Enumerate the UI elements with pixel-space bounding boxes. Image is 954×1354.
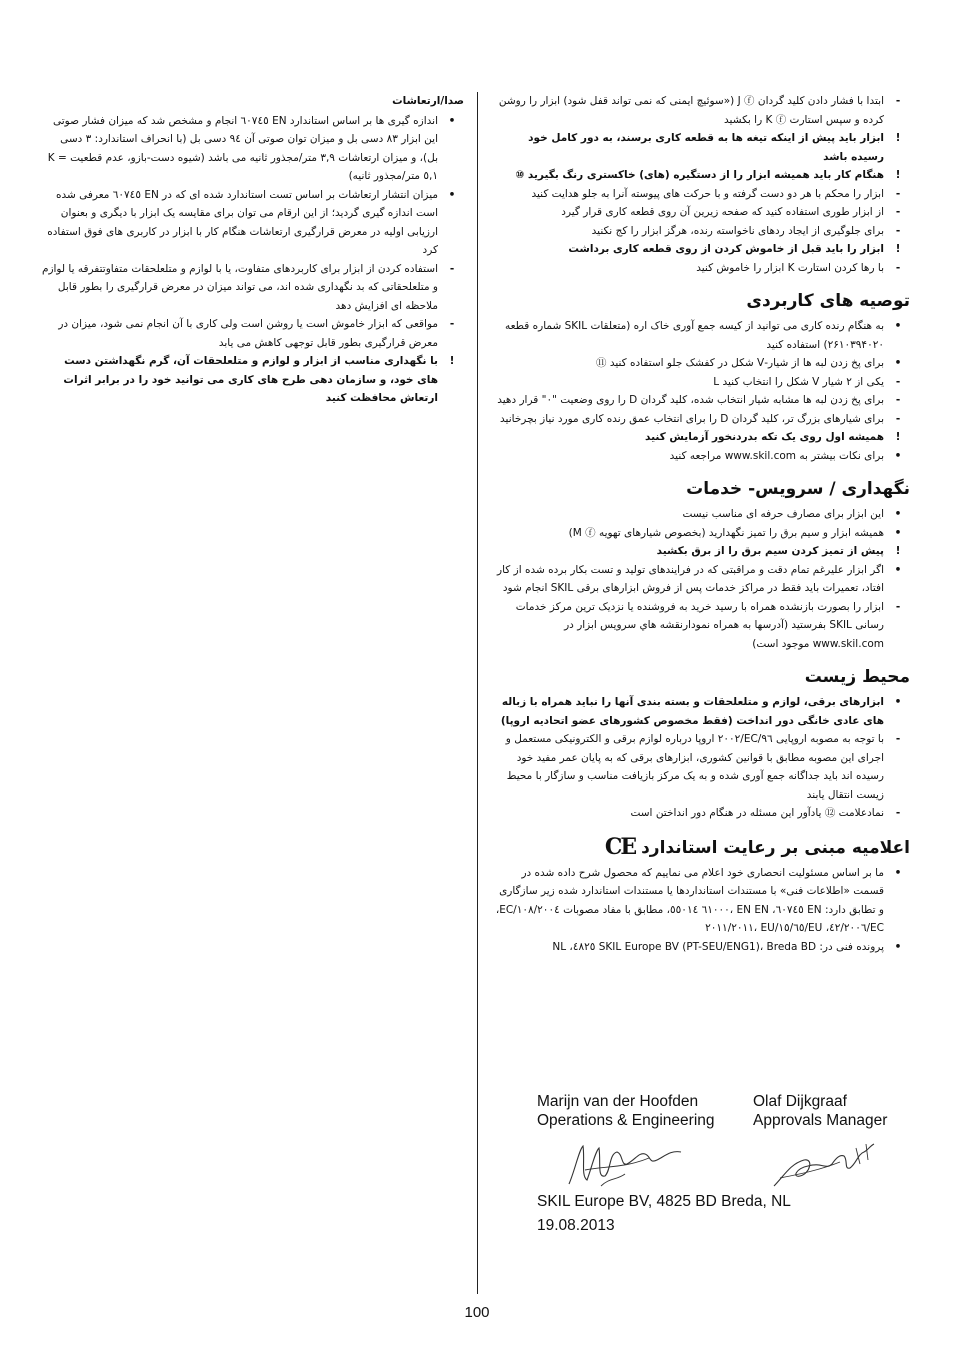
signature-1-image	[565, 1140, 685, 1192]
list-item	[492, 561, 910, 598]
list-item	[492, 259, 910, 278]
list-item-text: استفاده کردن از ابزار برای کاربردهای متفاوت، یا با لوازم و متلعلحقات متفاوتتفرقه یا لوازم و متلعلحقاتی که بد نگهداری شده اند، می تواند میزان در معرض قرارگیری را بطور قابل ملاحظه ای افزایش دهد	[41, 262, 438, 312]
list-item	[40, 186, 464, 260]
bullet-icon: •	[894, 526, 902, 539]
bullet-icon: •	[448, 114, 456, 127]
list-item-text: اندازه گیری ها بر اساس استاندارد EN ٦۰۷٤٥ انجام و مشخص شد که میزان فشار صوتی این ابزار ۸۳ دسی بل و میزان توان صوتی آن ۹٤ دسی بل (با انحراف استاندارد: ۳ دسی بل)، و میزان ارتعاشات ۳,۹ متر/مجذور ثانیه می باشد (شیوه دست-بازو، عدم قطعیت K = ۱,٥ متر/مجذور ثانیه)	[47, 114, 438, 182]
list-item-text: ابزار باید پیش از اینکه تیغه ها به قطعه کاری برسند، به دور کامل خود رسیده باشد	[528, 132, 884, 163]
list-item-text: برای پخ زدن لبه ها مشابه شیار انتخاب شده، کلید گردان D را روی وضعیت "۰" قرار دهید	[497, 394, 884, 406]
signer-2	[753, 1092, 953, 1130]
list-item-text: ابتدا با فشار دادن کلید گردان J ⓕ («سوئیچ ایمنی که نمی تواند قفل شود) ابزار را روشن کرده و سپس استارت K ⓕ را بکشید	[498, 95, 884, 126]
bullet-icon: •	[894, 696, 902, 708]
list-item-text: هنگام کار باید همیشه ابزار را از دستگیره (های) خاکستری رنگ بگیرید ⑩	[515, 169, 884, 181]
dash-icon: -	[895, 95, 901, 107]
dash-icon: -	[449, 318, 455, 330]
dash-icon: -	[895, 206, 901, 218]
list-item-text: برای پخ زدن لبه ها از شیار-V شکل در کفشک جلو استفاده کنید ⑪	[595, 357, 884, 369]
list-item-text: پیش از تمیز کردن سیم برق را از برق بکشید	[656, 545, 884, 557]
signature-2-image	[770, 1140, 880, 1192]
list-item	[40, 260, 464, 316]
dash-icon: -	[895, 412, 901, 425]
signer-name: Olaf Dijkgraaf	[753, 1093, 847, 1110]
right-column	[492, 92, 910, 956]
list-item-text: یکی از ۲ شیار V شکل را انتخاب کنید L	[713, 375, 884, 388]
list-item-text: برای شیارهای بزرگ تر، کلید گردان D را برای انتخاب عمق رنده کاری مورد نیاز بچرخانید	[500, 412, 884, 425]
list-item	[492, 222, 910, 241]
list-item	[492, 804, 910, 823]
list-item-text: اگر ابزار علیرغم تمام دقت و مراقبتی که در فرایندهای تولید و تست بکار برده شده از کار افتاد، تعمیرات باید فقط در مراکز خدمات پس از فروش ابزارهای برقی SKIL انجام شود	[497, 563, 884, 594]
list-item	[492, 542, 910, 561]
dash-icon: -	[895, 733, 901, 745]
list-item-text: ابزار را محکم با هر دو دست گرفته و با حرکت های پیوسته آنرا به جلو هدایت کنید	[531, 187, 884, 200]
bullet-icon: •	[894, 508, 902, 520]
bullet-icon: •	[448, 188, 456, 201]
list-item	[492, 92, 910, 129]
dash-icon: -	[895, 600, 901, 613]
bullet-icon: •	[894, 940, 902, 953]
list-item	[492, 185, 910, 204]
list-item	[492, 598, 910, 654]
list-item-text: میزان انتشار ارتعاشات بر اساس تست استاندارد شده ای که در EN ٦۰۷٤٥ معرفی شده است اندازه گیری گردید؛ از این ارقام می توان برای مقایسه یک ابزار با دیگری و بعنوان ارزیابی اولیه در معرض قرارگیری ارتعاشات هنگام کار با ابزار در کاربری های فوق استفاده کرد	[47, 188, 438, 256]
dash-icon: -	[895, 375, 901, 388]
list-item-text: ابزارهای برقی، لوازم و متلعلحقات و بسته بندی آنها را نباید همراه با زباله های عادی خانگی دور انداخت (فقط مخصوص کشورهای عضو اتحادیه اروپا)	[500, 696, 884, 727]
list-item	[492, 240, 910, 259]
list-item	[492, 410, 910, 429]
list-item	[40, 112, 464, 186]
bullet-icon: •	[894, 320, 902, 332]
list-item	[40, 315, 464, 352]
company-address: SKIL Europe BV, 4825 BD Breda, NL	[537, 1193, 791, 1210]
bullet-icon: •	[894, 866, 902, 879]
list-item-text: با رها کردن استارت K ابزار را خاموش کنید	[696, 261, 884, 274]
maintenance-heading: نگهداری / سرویس- خدمات	[686, 479, 910, 499]
environment-heading: محیط زیست	[804, 667, 910, 687]
warning-mark-icon: !	[895, 431, 901, 443]
signer-role: Operations & Engineering	[537, 1112, 715, 1129]
list-item-text: همیشه ابزار و سیم برق را تمیز نگهدارید (بخصوص شیارهای تهویه M ⓕ)	[568, 526, 884, 539]
list-item-text: برای جلوگیری از ایجاد ردهای ناخواسته رنده، هرگز ابزار را کج نکنید	[591, 224, 884, 237]
list-item	[492, 317, 910, 354]
list-item-text: به هنگام رنده کاری می توانید از کیسه جمع آوری خاک اره (متعلقات SKIL شماره قطعه ۲۶۱۰۳۹۴۰۲۰) استفاده کنید	[504, 320, 884, 351]
tips-heading: توصیه های کاربردی	[746, 291, 910, 311]
warning-mark-icon: !	[895, 545, 901, 557]
bullet-icon: •	[894, 563, 902, 576]
warning-mark-icon: !	[895, 169, 901, 181]
list-item-text: نمادعلامت ⑫ یادآور این مسئله در هنگام دور انداختن است	[630, 807, 884, 819]
list-item	[492, 447, 910, 466]
list-item-text: ابزار را باید قبل از خاموش کردن از روی قطعه کاری برداشت	[568, 243, 884, 255]
operation-list	[492, 92, 910, 277]
dash-icon: -	[895, 261, 901, 274]
list-item	[40, 352, 464, 408]
column-divider	[477, 92, 478, 1294]
list-item	[492, 938, 910, 957]
noise-vibration-list	[40, 112, 464, 408]
list-item-text: این ابزار برای مصارف حرفه ای مناسب نیست	[682, 508, 884, 520]
tips-list	[492, 317, 910, 465]
list-item	[492, 693, 910, 730]
page-number: 100	[464, 1304, 490, 1321]
declaration-title: اعلامیه مبنی بر رعایت استاندارد	[641, 837, 910, 858]
list-item	[492, 730, 910, 804]
dash-icon: -	[449, 262, 455, 275]
environment-list	[492, 693, 910, 823]
dash-icon: -	[895, 224, 901, 237]
dash-icon: -	[895, 394, 901, 406]
ce-mark-icon: CE	[604, 833, 636, 860]
list-item	[492, 864, 910, 938]
declaration-heading	[492, 835, 910, 860]
warning-mark-icon: !	[895, 243, 901, 255]
bullet-icon: •	[894, 357, 902, 369]
declaration-date: 19.08.2013	[537, 1217, 615, 1234]
company-address-block	[537, 1190, 917, 1238]
list-item-text: پرونده فنی در: SKIL Europe BV (PT-SEU/ENG1)، Breda BD ٤۸۲٥، NL	[552, 940, 884, 953]
warning-mark-icon: !	[449, 355, 455, 367]
left-column	[40, 92, 464, 408]
signer-role: Approvals Manager	[753, 1112, 888, 1129]
list-item	[492, 391, 910, 410]
dash-icon: -	[895, 187, 901, 200]
list-item-text: مواقعی که ابزار خاموش است یا روشن است ولی کاری با آن انجام نمی شود، میزان در معرض قرارگیری بطور قابل توجهی کاهش می یابد	[58, 318, 438, 349]
warning-mark-icon: !	[895, 132, 901, 144]
list-item-text: ابزار را بصورت بازنشده همراه با رسید خرید به فروشنده یا نزدیک ترین مرکز خدمات رسانی SKIL بفرستید (آدرسها به همراه نمودارنقشه هاي سرویس ابزار در www.skil.com موجود است)	[515, 600, 884, 650]
maintenance-list	[492, 505, 910, 653]
signer-name: Marijn van der Hoofden	[537, 1093, 699, 1110]
declaration-list	[492, 864, 910, 957]
bullet-icon: •	[894, 449, 902, 462]
list-item	[492, 373, 910, 392]
list-item	[492, 428, 910, 447]
signer-1	[537, 1092, 737, 1130]
list-item-text: از ابزار طوری استفاده کنید که صفحه زیرین آن روی قطعه کاری قرار گیرد	[561, 206, 884, 218]
list-item-text: با توجه به مصوبه اروپایی EC/۹٦/۲۰۰۲ اروپا درباره لوازم برقی و الکترونیکی مستعمل و اجرای این مصوبه مطابق با قوانین کشوری، ابزارهای برقی که به پایان عمر مفید خود رسیده اند باید جداگانه جمع آوری شده و به یک مرکز بازیافت مناسب و سازگار با محیط زیست انتقال یابند	[505, 733, 884, 801]
noise-vibration-heading: صدا/ارتعاشات	[392, 95, 464, 107]
list-item-text: با نگهداری مناسب از ابزار و لوازم و متلعلحقات آن، گرم نگهداشتن دست های خود، و سازمان دهی طرح های کاری می توانید خود را در برابر اثرات ارتعاش محافظت کنید	[63, 355, 438, 404]
list-item	[492, 505, 910, 524]
list-item-text: ما بر اساس مسئولیت انحصاری خود اعلام می نماییم که محصول شرح داده شده در قسمت «اطلاعات فنی» با مستندات استانداردها یا مستندات استاندارد شده زیر سازگاری و تطابق دارد: EN ٦۰۷٤٥، EN ٦۱۰۰۰، EN ٥٥۰۱٤، مطابق با مفاد مصوبات EC/۱۰۸/۲۰۰٤، EC/٤۲/۲۰۰٦، EU/٦٥/۲۰۱۱، EU/۱٥/۲۰۱۱	[495, 866, 884, 934]
list-item	[492, 524, 910, 543]
dash-icon: -	[895, 807, 901, 819]
list-item-text: همیشه اول روی یک تکه بدردنخور آزمایش کنید	[645, 431, 884, 443]
list-item	[492, 129, 910, 166]
list-item	[492, 354, 910, 373]
list-item-text: برای نکات بیشتر به www.skil.com مراجعه کنید	[669, 449, 884, 462]
list-item	[492, 203, 910, 222]
list-item	[492, 166, 910, 185]
